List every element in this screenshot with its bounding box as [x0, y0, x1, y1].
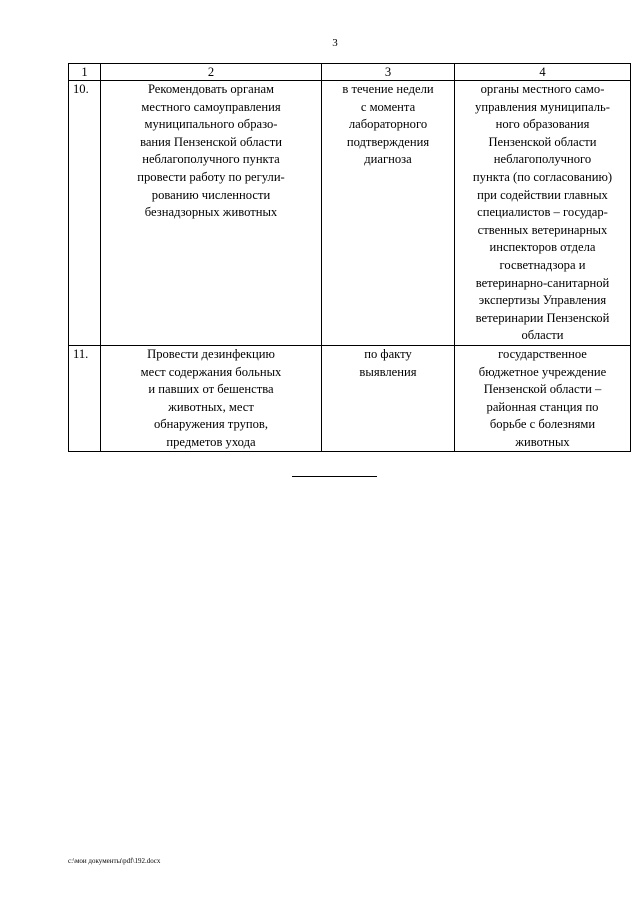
responsible-text-line: Пензенской области – — [483, 382, 602, 397]
table-row — [69, 81, 631, 346]
action-text-line: животных, мест — [168, 399, 254, 414]
action-text-line: местного самоуправления — [141, 99, 281, 114]
table-row — [69, 345, 631, 452]
action-text-line: рованию численности — [151, 187, 271, 202]
cell-action — [101, 81, 322, 346]
responsible-text-line: ветеринарно-санитарной — [475, 275, 610, 290]
responsible-text-line: государственное — [498, 346, 587, 361]
responsible-text-line: ветеринарии Пензенской — [475, 310, 610, 325]
table-header-row — [69, 64, 631, 81]
measures-table — [68, 63, 631, 452]
footer-file-path: c:\мои документы\pdf\192.docx — [68, 857, 161, 865]
cell-term — [322, 345, 455, 452]
action-text-line: неблагополучного пункта — [142, 152, 280, 167]
column-header-2: 2 — [101, 64, 322, 81]
action-text-line: мест содержания больных — [140, 364, 282, 379]
action-text-line: и павших от бешенства — [148, 382, 274, 397]
action-text-line: Провести дезинфекцию — [147, 346, 275, 361]
end-of-document-rule — [292, 476, 377, 477]
column-header-1: 1 — [69, 64, 101, 81]
responsible-text-line: ного образования — [495, 117, 590, 132]
term-text-line: выявления — [359, 364, 417, 379]
responsible-text-line: пункта (по согласованию) — [472, 169, 613, 184]
responsible-text-line: инспекторов отдела — [489, 240, 596, 255]
responsible-text-line: экспертизы Управления — [478, 293, 607, 308]
responsible-text-line: управления муниципаль- — [475, 99, 610, 114]
term-text-line: по факту — [364, 346, 412, 361]
term-text-line: в течение недели — [342, 82, 434, 96]
term-text-line: подтверждения — [346, 134, 430, 149]
row-number: 10. — [69, 81, 101, 346]
action-text-line: провести работу по регули- — [137, 169, 285, 184]
responsible-text-line: неблагополучного — [493, 152, 592, 167]
term-text-line: лабораторного — [348, 117, 428, 132]
cell-responsible — [455, 345, 631, 452]
column-header-4: 4 — [455, 64, 631, 81]
term-text-line: с момента — [360, 99, 416, 114]
action-text-line: Рекомендовать органам — [147, 82, 275, 96]
responsible-text-line: Пензенской области — [488, 134, 597, 149]
responsible-text-line: госветнадзора и — [499, 257, 586, 272]
column-header-3: 3 — [322, 64, 455, 81]
responsible-text-line: животных — [515, 434, 570, 449]
cell-responsible — [455, 81, 631, 346]
responsible-text-line: специалистов – государ- — [477, 205, 608, 220]
action-text-line: обнаружения трупов, — [153, 417, 269, 432]
responsible-text-line: бюджетное учреждение — [478, 364, 607, 379]
cell-action — [101, 345, 322, 452]
responsible-text-line: при содействии главных — [477, 187, 608, 202]
responsible-text-line: области — [521, 328, 564, 343]
action-text-line: вания Пензенской области — [140, 134, 282, 149]
responsible-text-line: ственных ветеринарных — [477, 222, 608, 237]
row-number: 11. — [69, 345, 101, 452]
cell-term — [322, 81, 455, 346]
responsible-text-line: борьбе с болезнями — [489, 417, 596, 432]
page-number: 3 — [332, 37, 338, 49]
term-text-line: диагноза — [364, 152, 412, 167]
action-text-line: безнадзорных животных — [144, 205, 278, 220]
responsible-text-line: районная станция по — [486, 399, 599, 414]
action-text-line: предметов ухода — [166, 434, 256, 449]
responsible-text-line: органы местного само- — [480, 82, 605, 96]
action-text-line: муниципального образо- — [144, 117, 278, 132]
